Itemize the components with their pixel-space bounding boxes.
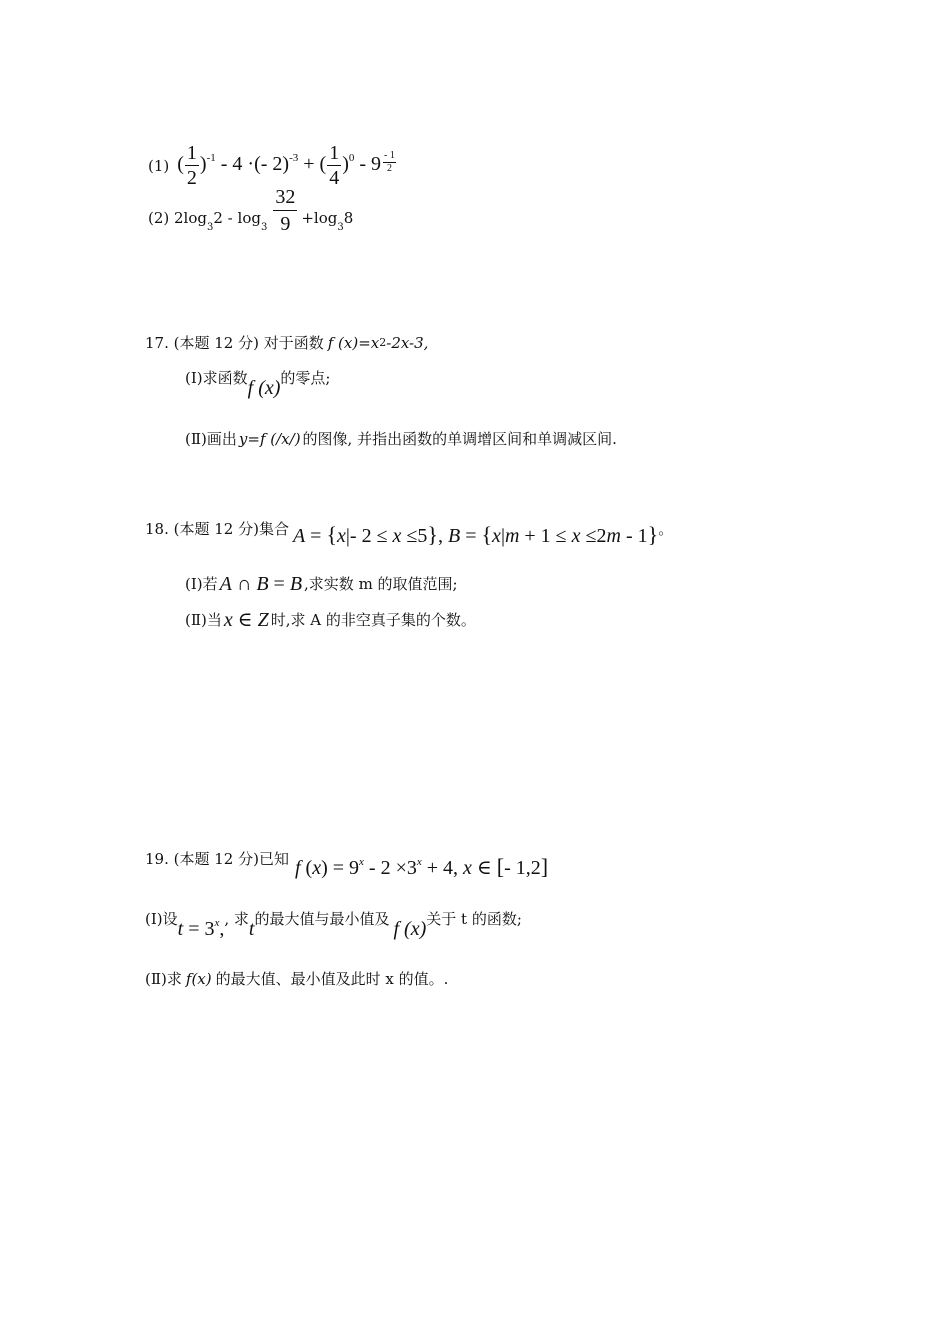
q19-part2-pre: (Ⅱ)求: [145, 970, 182, 988]
q17-header-text: 17. (本题 12 分) 对于函数: [145, 334, 324, 352]
q16-part2-b: 2 - log: [213, 209, 261, 227]
q17-part2-pre: (Ⅱ)画出: [185, 430, 237, 448]
q18-part1-pre: (Ⅰ)若: [185, 575, 218, 593]
q17-function-tail: -2x-3,: [386, 334, 429, 352]
q16-part2-base1: 3: [207, 222, 214, 233]
q18-part1-post: ,求实数 m 的取值范围;: [304, 575, 458, 593]
q16-part2-fraction: [273, 187, 297, 234]
q19-part1-pre: (Ⅰ)设: [145, 910, 178, 928]
q16-part2-base2: 3: [260, 222, 268, 233]
q17-part2-func: y=f (/x/): [238, 430, 301, 448]
q18-sets-expression: A = {x|- 2 ≤ x ≤5}, B = {x|m + 1 ≤ x ≤2m - 1}: [292, 522, 659, 547]
q16-part2-frac-den: 9: [280, 213, 291, 235]
q18-part2: [185, 610, 476, 630]
q18-part1: [185, 574, 458, 594]
q18-part2-condition: x ∈ Z: [223, 609, 269, 631]
q19-part1-sub: $t = 3^x$,: [177, 917, 225, 940]
q16-part2-base3: 3: [337, 222, 344, 233]
q16-part2-d: 8: [343, 209, 354, 227]
q16-part1-expression: ( $\frac{1}{2}$ )$^{-1}$ - 4 ·(- 2)$^{-3}$ + ( $\frac{1}{4}$ )$^0$ - 9 $\frac{- 1}{2}$: [177, 142, 395, 189]
q18-header: [145, 519, 673, 553]
q17-part2: [185, 429, 617, 449]
q18-tail: 。: [658, 520, 674, 538]
q19-part1: [145, 909, 522, 943]
q19-header: [145, 849, 548, 883]
q19-part1-t: t: [248, 918, 255, 940]
q18-part2-pre: (Ⅱ)当: [185, 611, 222, 629]
q17-part1-fx: f (x): [247, 377, 281, 399]
q17-part2-post: 的图像, 并指出函数的单调增区间和单调减区间.: [302, 430, 617, 448]
q19-part2-post: 的最大值、最小值及此时 x 的值。.: [215, 970, 449, 988]
q16-part1-label: (1): [148, 156, 170, 175]
q17-header: 17. (本题 12 分) 对于函数 f (x)=x 2 -2x-3,: [145, 334, 429, 352]
q18-part2-post: 时,求 A 的非空真子集的个数。: [270, 611, 476, 629]
q19-part1-fx: f (x): [393, 918, 427, 940]
q19-function-expression: f $(x) = 9^x - 2 \times 3^x + 4$, x ∈ [- 1,2]: [294, 854, 549, 879]
q19-part1-post: 关于 t 的函数;: [426, 910, 522, 928]
q17-function: f (x)=x: [327, 334, 380, 352]
q16-part2-c: +log: [301, 209, 338, 227]
q19-part1-mid2: 的最大值与最小值及: [254, 910, 390, 928]
q16-part2-frac-num: 32: [273, 187, 297, 211]
q19-part2-func: f(x): [185, 970, 212, 988]
q18-part1-condition: A ∩ B = B: [219, 573, 303, 595]
q18-header-text: 18. (本题 12 分)集合: [145, 520, 289, 538]
q17-part1-post: 的零点;: [280, 369, 331, 387]
q17-part1: [185, 368, 330, 398]
q19-header-text: 19. (本题 12 分)已知: [145, 850, 289, 868]
q16-part2-a: (2) 2log: [148, 209, 207, 227]
q17-part1-pre: (Ⅰ)求函数: [185, 369, 248, 387]
q19-part2: [145, 969, 448, 989]
q19-part1-mid: , 求: [224, 910, 249, 928]
q16-part2: [148, 180, 353, 234]
